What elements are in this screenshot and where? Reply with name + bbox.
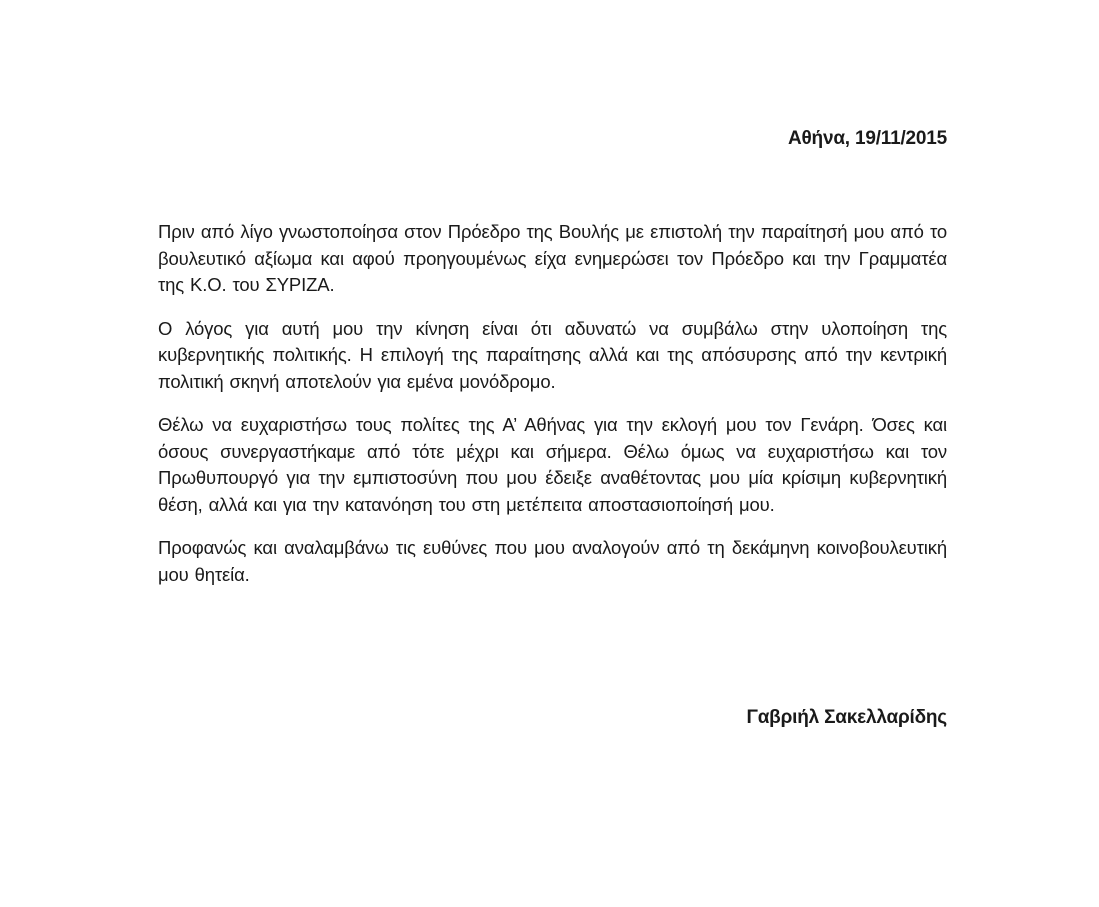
paragraph-3: Θέλω να ευχαριστήσω τους πολίτες της Α’ Αθήνας για την εκλογή μου τον Γενάρη. Όσες και όσους συνεργαστήκαμε από τότε μέχρι και σήμερα. Θέλω όμως να ευχαριστήσω και τον Πρωθυπουργό για την εμπιστοσύνη που μου έδειξε αναθέτοντας μου μία κρίσιμη κυβερνητική θέση, αλλά και για την κατανόηση του στη μετέπειτα αποστασιοποίησή μου. (158, 414, 947, 515)
letter-signature: Γαβριήλ Σακελλαρίδης (746, 707, 947, 728)
paragraph-1: Πριν από λίγο γνωστοποίησα στον Πρόεδρο της Βουλής με επιστολή την παραίτησή μου από το βουλευτικό αξίωμα και αφού προηγουμένως είχα ενημερώσει τον Πρόεδρο και την Γραμματέα της Κ.Ο. του ΣΥΡΙΖΑ. (158, 221, 947, 295)
paragraph-2: Ο λόγος για αυτή μου την κίνηση είναι ότι αδυνατώ να συμβάλω στην υλοποίηση της κυβερνητικής πολιτικής. Η επιλογή της παραίτησης αλλά και της απόσυρσης από την κεντρική πολιτική σκηνή αποτελούν για εμένα μονόδρομο. (158, 317, 947, 392)
resignation-letter (158, 0, 947, 907)
letter-date: Αθήνα, 19/11/2015 (787, 128, 947, 149)
paragraph-4: Προφανώς και αναλαμβάνω τις ευθύνες που μου αναλογούν από τη δεκάμηνη κοινοβουλευτική μου θητεία. (158, 537, 947, 585)
letter-body (158, 219, 947, 605)
